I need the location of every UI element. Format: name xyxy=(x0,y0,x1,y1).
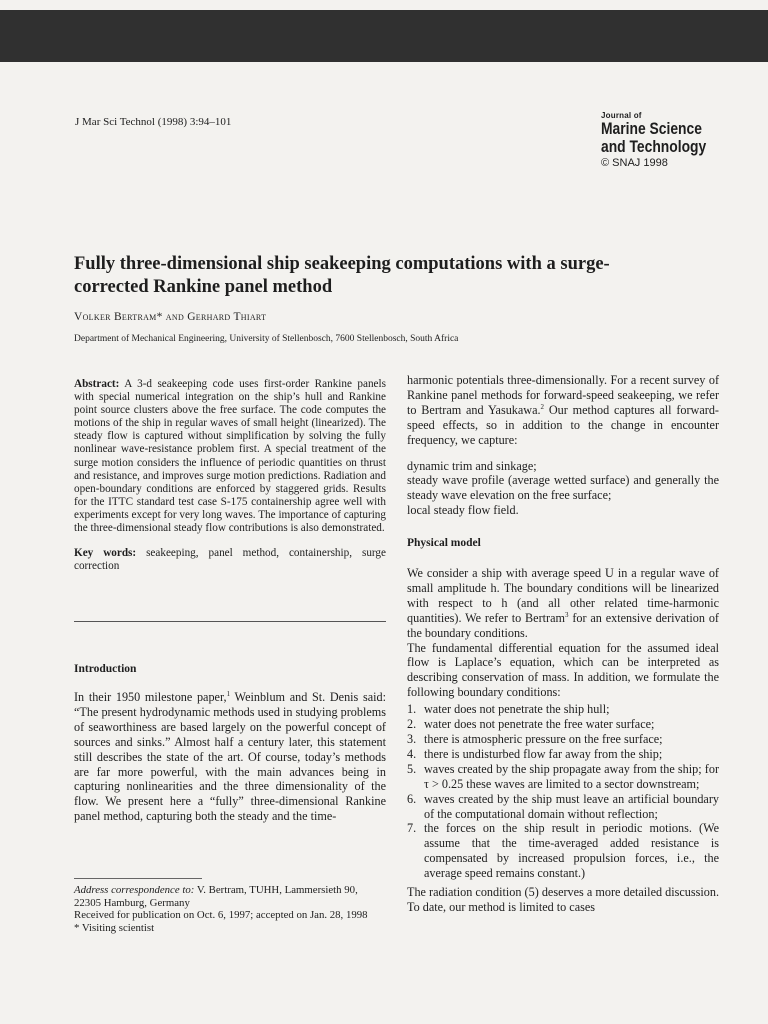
abstract-block xyxy=(74,378,386,573)
journal-name-line2: and Technology xyxy=(601,138,707,156)
right-column-intro xyxy=(407,373,719,518)
capture-item: dynamic trim and sinkage; xyxy=(407,458,537,473)
item-number: 1. xyxy=(407,702,417,717)
item-text: water does not penetrate the free water surface; xyxy=(424,717,655,732)
abstract-text: A 3-d seakeeping code uses first-order Rankine panels with special numerical integration on the ship’s hull and Rankine point source clusters above the free surface. The code computes the motions of the ship in regular waves of small height (linearized). The steady flow is captured without simplification by solving the fully nonlinear wave-resistance problem first. A special treatment of the surge motion considers the influence of periodic quantities on thrust and resistance, and improves surge motion predictions. Radiation and open-boundary conditions are enforced by staggered grids. Results for the ITTC standard test case S-175 containership agree well with experiments except for very long waves. The importance of capturing the three-dimensional steady flow contributions is also demonstrated. xyxy=(74,378,386,535)
phys-text-b: for an extensive derivation of the boundary conditions. xyxy=(407,610,719,640)
item-number: 2. xyxy=(407,717,417,732)
item-text: water does not penetrate the ship hull; xyxy=(424,702,610,717)
cont-text-b: Our method captures all forward-speed effects, so in addition to the change in encounter frequency, we capture: xyxy=(407,402,719,447)
journal-logo xyxy=(601,111,726,169)
list-item xyxy=(407,717,719,732)
item-text: waves created by the ship propagate away from the ship; for τ > 0.25 these waves are limited to a sector downstream; xyxy=(424,761,719,791)
keywords-text: seakeeping, panel method, containership, surge correction xyxy=(74,547,386,573)
introduction-paragraph xyxy=(74,690,386,824)
introduction-heading: Introduction xyxy=(74,663,137,675)
radiation-paragraph: The radiation condition (5) deserves a more detailed discussion. To date, our method is limited to cases xyxy=(407,885,719,914)
item-text: waves created by the ship must leave an artificial boundary of the computational domain without reflection; xyxy=(424,791,719,821)
list-item xyxy=(407,747,719,762)
footnotes xyxy=(74,884,386,934)
boundary-conditions-list xyxy=(407,702,719,881)
phys-text-a: We consider a ship with average speed U in a regular wave of small amplitude h. The boundary conditions will be linearized with respect to h (and all other related time-harmonic quantities). We refer to Bertram xyxy=(407,566,719,625)
keywords-label: Key words: xyxy=(74,547,137,560)
list-item xyxy=(407,821,719,881)
item-number: 6. xyxy=(407,791,417,806)
item-text: there is undisturbed flow far away from the ship; xyxy=(424,746,663,761)
intro-ref: 1 xyxy=(226,689,231,698)
item-text: the forces on the ship result in periodic motions. (We assume that the time-averaged added resistance is compensated by increased propulsion forces, i.e., the average speed remains constant.) xyxy=(424,821,719,881)
paper-authors: Volker Bertram* and Gerhard Thiart xyxy=(74,311,267,323)
footnote-divider xyxy=(74,878,202,879)
journal-name-line1: Marine Science xyxy=(601,120,702,138)
address-text: V. Bertram, TUHH, Lammersieth 90, 22305 Hamburg, Germany xyxy=(74,884,358,909)
cont-text-a: harmonic potentials three-dimensionally. For a recent survey of Rankine panel methods for forward-speed seakeeping, we refer to Bertram and Yasukawa. xyxy=(407,373,719,417)
phys-ref: 3 xyxy=(564,610,569,619)
footnote-visiting: * Visiting scientist xyxy=(74,921,155,934)
list-item xyxy=(407,762,719,792)
keywords-paragraph xyxy=(74,547,386,573)
physical-paragraph-1 xyxy=(407,566,719,641)
journal-of-label: Journal of xyxy=(601,111,642,120)
list-item xyxy=(407,732,719,747)
physical-model-heading: Physical model xyxy=(407,537,481,549)
paper-title: Fully three-dimensional ship seakeeping computations with a surge-corrected Rankine panel method xyxy=(74,254,610,297)
item-text: there is atmospheric pressure on the free surface; xyxy=(424,731,663,746)
scan-dark-band xyxy=(0,10,768,62)
journal-copyright: © SNAJ 1998 xyxy=(601,157,668,169)
address-label: Address correspondence to: xyxy=(74,884,195,896)
cont-ref: 2 xyxy=(540,402,545,411)
physical-model-body xyxy=(407,566,719,915)
capture-item: steady wave profile (average wetted surface) and generally the steady wave elevation on the free surface; xyxy=(407,473,719,503)
item-number: 5. xyxy=(407,761,417,776)
intro-text-a: In their 1950 milestone paper, xyxy=(74,690,227,704)
journal-citation: J Mar Sci Technol (1998) 3:94–101 xyxy=(75,116,232,128)
capture-item: local steady flow field. xyxy=(407,503,519,518)
physical-paragraph-2: The fundamental differential equation for the assumed ideal flow is Laplace’s equation, which can be interpreted as describing conservation of mass. In addition, we formulate the following boundary conditions: xyxy=(407,640,719,700)
intro-continuation xyxy=(407,373,719,448)
item-number: 4. xyxy=(407,746,417,761)
abstract-divider xyxy=(74,621,386,622)
intro-text-b: Weinblum and St. Denis said: “The present hydrodynamic methods used in studying problems of seaworthiness are based largely on the powerful concept of sources and sinks.” Almost half a century later, this statement still describes the state of the art. Of course, today’s methods are far more powerful, with the main advances being in capturing nonlinearities and the three dimensionality of the flow. We present here a “fully” three-dimensional Rankine panel method, capturing both the steady and the time- xyxy=(74,690,386,824)
item-number: 3. xyxy=(407,731,417,746)
footnote-address xyxy=(74,884,386,909)
paper-affiliation: Department of Mechanical Engineering, University of Stellenbosch, 7600 Stellenbosch, South Africa xyxy=(74,334,459,344)
abstract-label: Abstract: xyxy=(74,378,120,390)
footnote-received: Received for publication on Oct. 6, 1997; accepted on Jan. 28, 1998 xyxy=(74,909,368,921)
list-item xyxy=(407,792,719,822)
item-number: 7. xyxy=(407,821,417,836)
abstract-paragraph xyxy=(74,378,386,535)
list-item xyxy=(407,702,719,717)
